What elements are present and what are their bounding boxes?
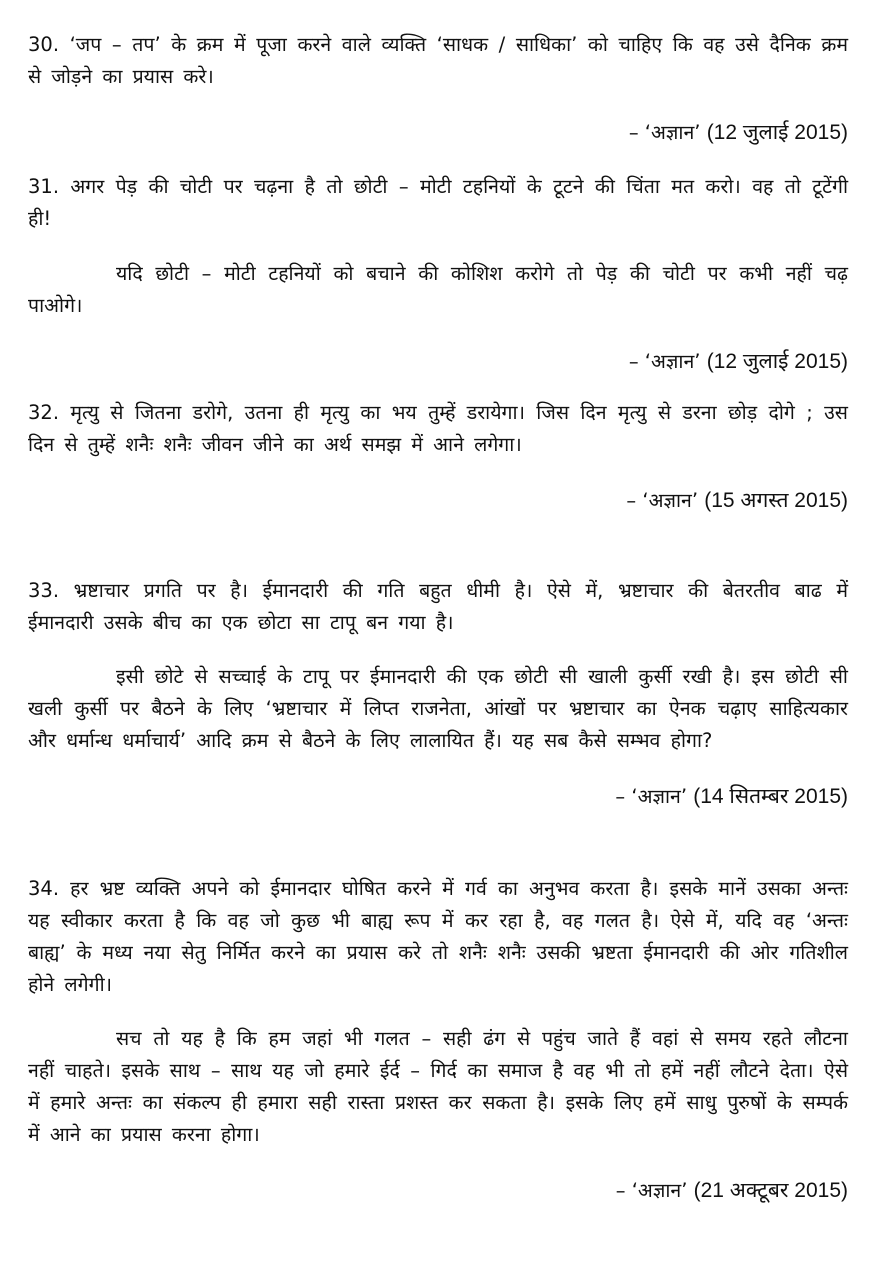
entry-33-paragraph-2: इसी छोटे से सच्चाई के टापू पर ईमानदारी की एक छोटी सी खाली कुर्सी रखी है। इस छोटी सी खली कुर्सी पर बैठने के लिए ‘भ्रष्टाचार में लिप्त राजनेता, आंखों पर भ्रष्टाचार का ऐनक चढ़ाए साहित्यकार और धर्मान्ध धर्माचार्य’ आदि क्रम से बैठने के लिए लालायित हैं। यह सब कैसे सम्भव होगा?	[28, 665, 848, 752]
entry-33-signature: – ‘अज्ञान’	[615, 785, 688, 808]
entry-32-date: (15 अगस्त 2015)	[704, 489, 848, 512]
entry-34	[28, 873, 848, 1207]
entry-33-date: (14 सितम्बर 2015)	[693, 785, 848, 808]
entry-34-paragraph-1: 34. हर भ्रष्ट व्यक्ति अपने को ईमानदार घोषित करने में गर्व का अनुभव करता है। इसके मानें उसका अन्तः यह स्वीकार करता है कि वह जो कुछ भी बाह्य रूप में कर रहा है, वह गलत है। ऐसे में, यदि वह ‘अन्तः बाह्य’ के मध्य नया सेतु निर्मित करने का प्रयास करे तो शनैः शनैः उसकी भ्रष्टता ईमानदारी की ओर गतिशील होने लगेगी।	[28, 877, 848, 996]
entry-34-signature-line	[28, 1175, 848, 1207]
entry-30-paragraph-1: 30. ‘जप – तप’ के क्रम में पूजा करने वाले व्यक्ति ‘साधक / साधिका’ को चाहिए कि वह उसे दैनिक क्रम से जोड़ने का प्रयास करे।	[28, 33, 848, 88]
entry-32-signature: – ‘अज्ञान’	[626, 489, 699, 512]
entry-33	[28, 575, 848, 813]
entry-34-signature: – ‘अज्ञान’	[615, 1179, 688, 1202]
entry-32-paragraph-1: 32. मृत्यु से जितना डरोगे, उतना ही मृत्यु का भय तुम्हें डरायेगा। जिस दिन मृत्यु से डरना छोड़ दोगे ; उस दिन से तुम्हें शनैः शनैः जीवन जीने का अर्थ समझ में आने लगेगा।	[28, 401, 848, 456]
entry-34-date: (21 अक्टूबर 2015)	[693, 1179, 848, 1202]
entry-32-signature-line	[28, 485, 848, 517]
entry-32	[28, 397, 848, 517]
entry-31-signature-line	[28, 346, 848, 378]
entry-33-signature-line	[28, 781, 848, 813]
entry-33-paragraph-1: 33. भ्रष्टाचार प्रगति पर है। ईमानदारी की गति बहुत धीमी है। ऐसे में, भ्रष्टाचार की बेतरतीव बाढ में ईमानदारी उसके बीच का एक छोटा सा टापू बन गया है।	[28, 579, 848, 634]
entry-31-paragraph-1: 31. अगर पेड़ की चोटी पर चढ़ना है तो छोटी – मोटी टहनियों के टूटने की चिंता मत करो। वह तो टूटेंगी ही!	[28, 175, 848, 230]
entry-31-paragraph-2: यदि छोटी – मोटी टहनियों को बचाने की कोशिश करोगे तो पेड़ की चोटी पर कभी नहीं चढ़ पाओगे।	[28, 262, 848, 317]
entry-31-date: (12 जुलाई 2015)	[706, 350, 848, 373]
entry-30	[28, 29, 848, 149]
entry-30-signature: – ‘अज्ञान’	[628, 121, 701, 144]
entry-31	[28, 171, 848, 378]
entry-30-date: (12 जुलाई 2015)	[706, 121, 848, 144]
entry-31-signature: – ‘अज्ञान’	[628, 350, 701, 373]
entry-30-signature-line	[28, 117, 848, 149]
entry-34-paragraph-2: सच तो यह है कि हम जहां भी गलत – सही ढंग से पहुंच जाते हैं वहां से समय रहते लौटना नहीं चाहते। इसके साथ – साथ यह जो हमारे ईर्द – गिर्द का समाज है वह भी तो हमें नहीं लौटने देता। ऐसे में हमारे अन्तः का संकल्प ही हमारा सही रास्ता प्रशस्त कर सकता है। इसके लिए हमें साधु पुरुषों के सम्पर्क में आने का प्रयास करना होगा।	[28, 1027, 848, 1146]
